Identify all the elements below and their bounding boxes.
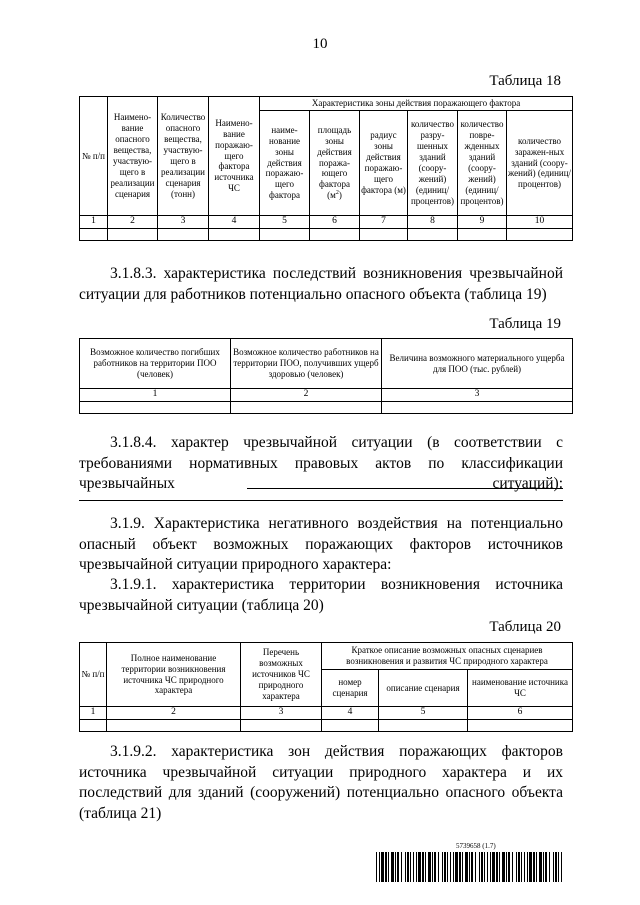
t18-header-factor-name: Наимено-вание поражаю-щего фактора источника ЧС — [209, 97, 260, 216]
table18-caption: Таблица 18 — [489, 73, 561, 89]
t18-header-destroyed: количество разру-шенных зданий (соору-жений) (единиц/ процентов) — [408, 111, 458, 216]
t20-col-number: 6 — [468, 707, 573, 720]
fill-in-line — [247, 474, 563, 489]
t18-col-number: 2 — [108, 216, 158, 229]
document-stamp: 5739658 (1.7) — [456, 842, 496, 850]
t18-empty-cell — [310, 229, 360, 241]
t18-header-no: № п/п — [80, 97, 108, 216]
t19-header-dead: Возможное количество погибших работников на территории ПОО (человек) — [80, 339, 231, 389]
paragraph-3-1-8-4: 3.1.8.4. характер чрезвычайной ситуации (в соответствии с требованиями нормативных правовых актов по классификации чрезвычайных ситуаций): — [79, 434, 563, 492]
t19-empty-cell — [382, 402, 573, 414]
t18-header-contaminated: количество заражен-ных зданий (соору-жений) (единиц/ процентов) — [507, 111, 573, 216]
t18-empty-cell — [408, 229, 458, 241]
t18-header-radius: радиус зоны действия поражаю-щего фактора (м) — [360, 111, 408, 216]
t18-col-number: 1 — [80, 216, 108, 229]
t19-header-damage: Величина возможного материального ущерба для ПОО (тыс. рублей) — [382, 339, 573, 389]
t20-empty-cell — [241, 720, 322, 732]
t20-header-source-name: наименование источника ЧС — [468, 670, 573, 707]
t19-header-injured: Возможное количество работников на территории ПОО, получивших ущерб здоровью (человек) — [231, 339, 382, 389]
t20-empty-cell — [468, 720, 573, 732]
fill-in-line — [79, 488, 563, 501]
t20-empty-cell — [107, 720, 241, 732]
t18-header-damaged: количество повре-жденных зданий (соору-жений) (единиц/ процентов) — [458, 111, 507, 216]
t20-header-no: № п/п — [80, 643, 107, 707]
t20-col-number: 3 — [241, 707, 322, 720]
t18-empty-cell — [507, 229, 573, 241]
table18 — [79, 96, 573, 241]
t18-group-header: Характеристика зоны действия поражающего фактора — [260, 97, 573, 111]
barcode-icon — [376, 852, 565, 882]
t18-col-number: 10 — [507, 216, 573, 229]
t20-header-scenario-no: номер сценария — [322, 670, 379, 707]
t18-empty-cell — [108, 229, 158, 241]
t18-header-area: площадь зоны действия поража-ющего фактора $(м^2)$ — [310, 111, 360, 216]
t18-empty-cell — [158, 229, 209, 241]
t20-col-number: 2 — [107, 707, 241, 720]
t19-empty-cell — [231, 402, 382, 414]
paragraph-3-1-8-3: 3.1.8.3. характеристика последствий возникновения чрезвычайной ситуации для работников потенциально опасного объекта (таблица 19) — [79, 265, 563, 303]
t19-col-number: 1 — [80, 389, 231, 402]
paragraph-3-1-9: 3.1.9. Характеристика негативного воздействия на потенциально опасный объект возможных поражающих факторов источников чрезвычайной ситуации природного характера: — [79, 515, 563, 573]
t19-empty-cell — [80, 402, 231, 414]
table20 — [79, 642, 573, 732]
t18-col-number: 5 — [260, 216, 310, 229]
t20-empty-cell — [80, 720, 107, 732]
page-number: 10 — [312, 36, 328, 52]
t20-col-number: 4 — [322, 707, 379, 720]
paragraph-3-1-9-2: 3.1.9.2. характеристика зон действия поражающих факторов источника чрезвычайной ситуации природного характера и их последствий для зданий (сооружений) потенциально опасного объекта (таблица 21) — [79, 743, 563, 822]
t19-col-number: 2 — [231, 389, 382, 402]
table19-caption: Таблица 19 — [489, 316, 561, 332]
t18-empty-cell — [458, 229, 507, 241]
paragraph-3-1-9-1: 3.1.9.1. характеристика территории возникновения источника чрезвычайной ситуации (таблица 20) — [79, 576, 563, 614]
t18-col-number: 4 — [209, 216, 260, 229]
t20-header-scenario-desc: описание сценария — [379, 670, 468, 707]
t18-empty-cell — [260, 229, 310, 241]
t18-col-number: 3 — [158, 216, 209, 229]
t18-col-number: 6 — [310, 216, 360, 229]
table20-caption: Таблица 20 — [489, 619, 561, 635]
t20-empty-cell — [322, 720, 379, 732]
t18-header-hazard-name: Наимено-вание опасного вещества, участвую-щего в реализации сценария — [108, 97, 158, 216]
t20-empty-cell — [379, 720, 468, 732]
table19 — [79, 338, 573, 414]
t18-col-number: 8 — [408, 216, 458, 229]
t18-col-number: 7 — [360, 216, 408, 229]
t18-empty-cell — [80, 229, 108, 241]
t20-header-sources: Перечень возможных источников ЧС природного характера — [241, 643, 322, 707]
t18-empty-cell — [209, 229, 260, 241]
t20-group-header: Краткое описание возможных опасных сценариев возникновения и развития ЧС природного характера — [322, 643, 573, 670]
t20-col-number: 5 — [379, 707, 468, 720]
t18-empty-cell — [360, 229, 408, 241]
t18-col-number: 9 — [458, 216, 507, 229]
t18-header-zone-name: наиме-нование зоны действия поражаю-щего фактора — [260, 111, 310, 216]
t20-header-territory: Полное наименование территории возникновения источника ЧС природного характера — [107, 643, 241, 707]
t20-col-number: 1 — [80, 707, 107, 720]
t19-col-number: 3 — [382, 389, 573, 402]
t18-header-hazard-qty: Количество опасного вещества, участвую-щего в реализации сценария (тонн) — [158, 97, 209, 216]
